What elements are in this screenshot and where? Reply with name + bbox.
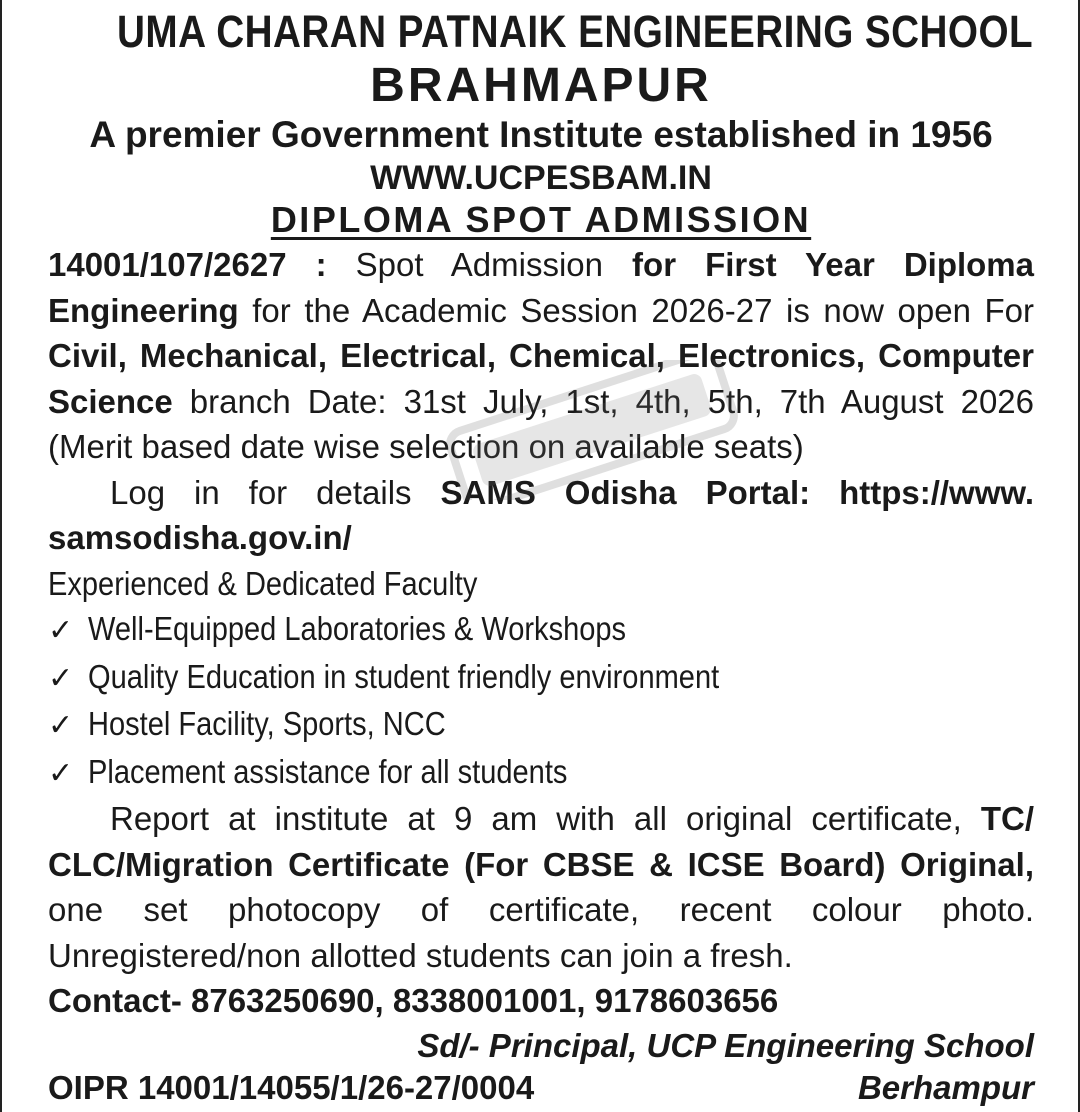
footer-place: Berhampur [857, 1069, 1034, 1106]
report-text-2: one set photocopy of certificate, recent colour photo. Unregistered/non allotted students can join a fresh. [48, 891, 1034, 974]
signature-line: Sd/- Principal, UCP Engineering School [417, 1027, 1034, 1064]
notice-heading: DIPLOMA SPOT ADMISSION [270, 199, 812, 240]
city-name: BRAHMAPUR [370, 59, 712, 112]
footer-reference: OIPR 14001/14055/1/26-27/0004 [48, 1069, 535, 1106]
check-mark-icon: ✓ [48, 709, 74, 742]
admission-text-3: branch Date: 31st July, 1st, 4th, 5th, 7th August 2026 (Merit based date wise selection on available seats) [48, 382, 1034, 465]
admission-text-2: for the Academic Session 2026-27 is now open For [238, 291, 1034, 329]
report-paragraph [48, 796, 1034, 978]
feature-item [48, 749, 1034, 797]
feature-item-text: Hostel Facility, Sports, NCC [88, 705, 446, 742]
check-mark-icon: ✓ [48, 661, 74, 695]
feature-intro-text: Experienced & Dedicated Faculty [48, 564, 478, 602]
admission-text-1: Spot Admission [326, 246, 633, 283]
check-mark-icon: ✓ [48, 614, 74, 647]
feature-item [48, 701, 1034, 749]
portal-link[interactable]: SAMS Odisha Portal: https://www. samsodisha.gov.in/ [48, 473, 1034, 556]
footer [48, 1068, 1034, 1108]
feature-item-text: Placement assistance for all students [88, 752, 568, 790]
tagline: A premier Government Institute established in 1956 [89, 114, 993, 155]
login-paragraph [48, 470, 1034, 561]
feature-item-text: Well-Equipped Laboratories & Workshops [88, 610, 627, 647]
check-mark-icon: ✓ [48, 756, 74, 790]
admission-paragraph [48, 242, 1034, 470]
course-name: for First Year Diploma Engineering [48, 246, 1035, 329]
contact-numbers: Contact- 8763250690, 8338001001, 9178603656 [48, 982, 779, 1019]
feature-item-text: Quality Education in student friendly environment [88, 657, 720, 695]
report-text-1: Report at institute at 9 am with all original certificate, [110, 800, 981, 837]
branch-list: Civil, Mechanical, Electrical, Chemical, Electronics, Computer Science [48, 337, 1034, 420]
required-documents: TC/ CLC/Migration Certificate (For CBSE & ICSE Board) Original, [48, 800, 1034, 883]
school-name: UMA CHARAN PATNAIK ENGINEERING SCHOOL [117, 6, 1034, 57]
feature-intro [48, 561, 1034, 607]
website-link[interactable]: WWW.UCPESBAM.IN [370, 159, 712, 197]
header [48, 4, 1034, 242]
reference-number: 14001/107/2627 : [48, 246, 327, 283]
feature-item [48, 606, 1034, 654]
feature-item [48, 654, 1034, 702]
login-text: Log in for details [110, 473, 441, 511]
